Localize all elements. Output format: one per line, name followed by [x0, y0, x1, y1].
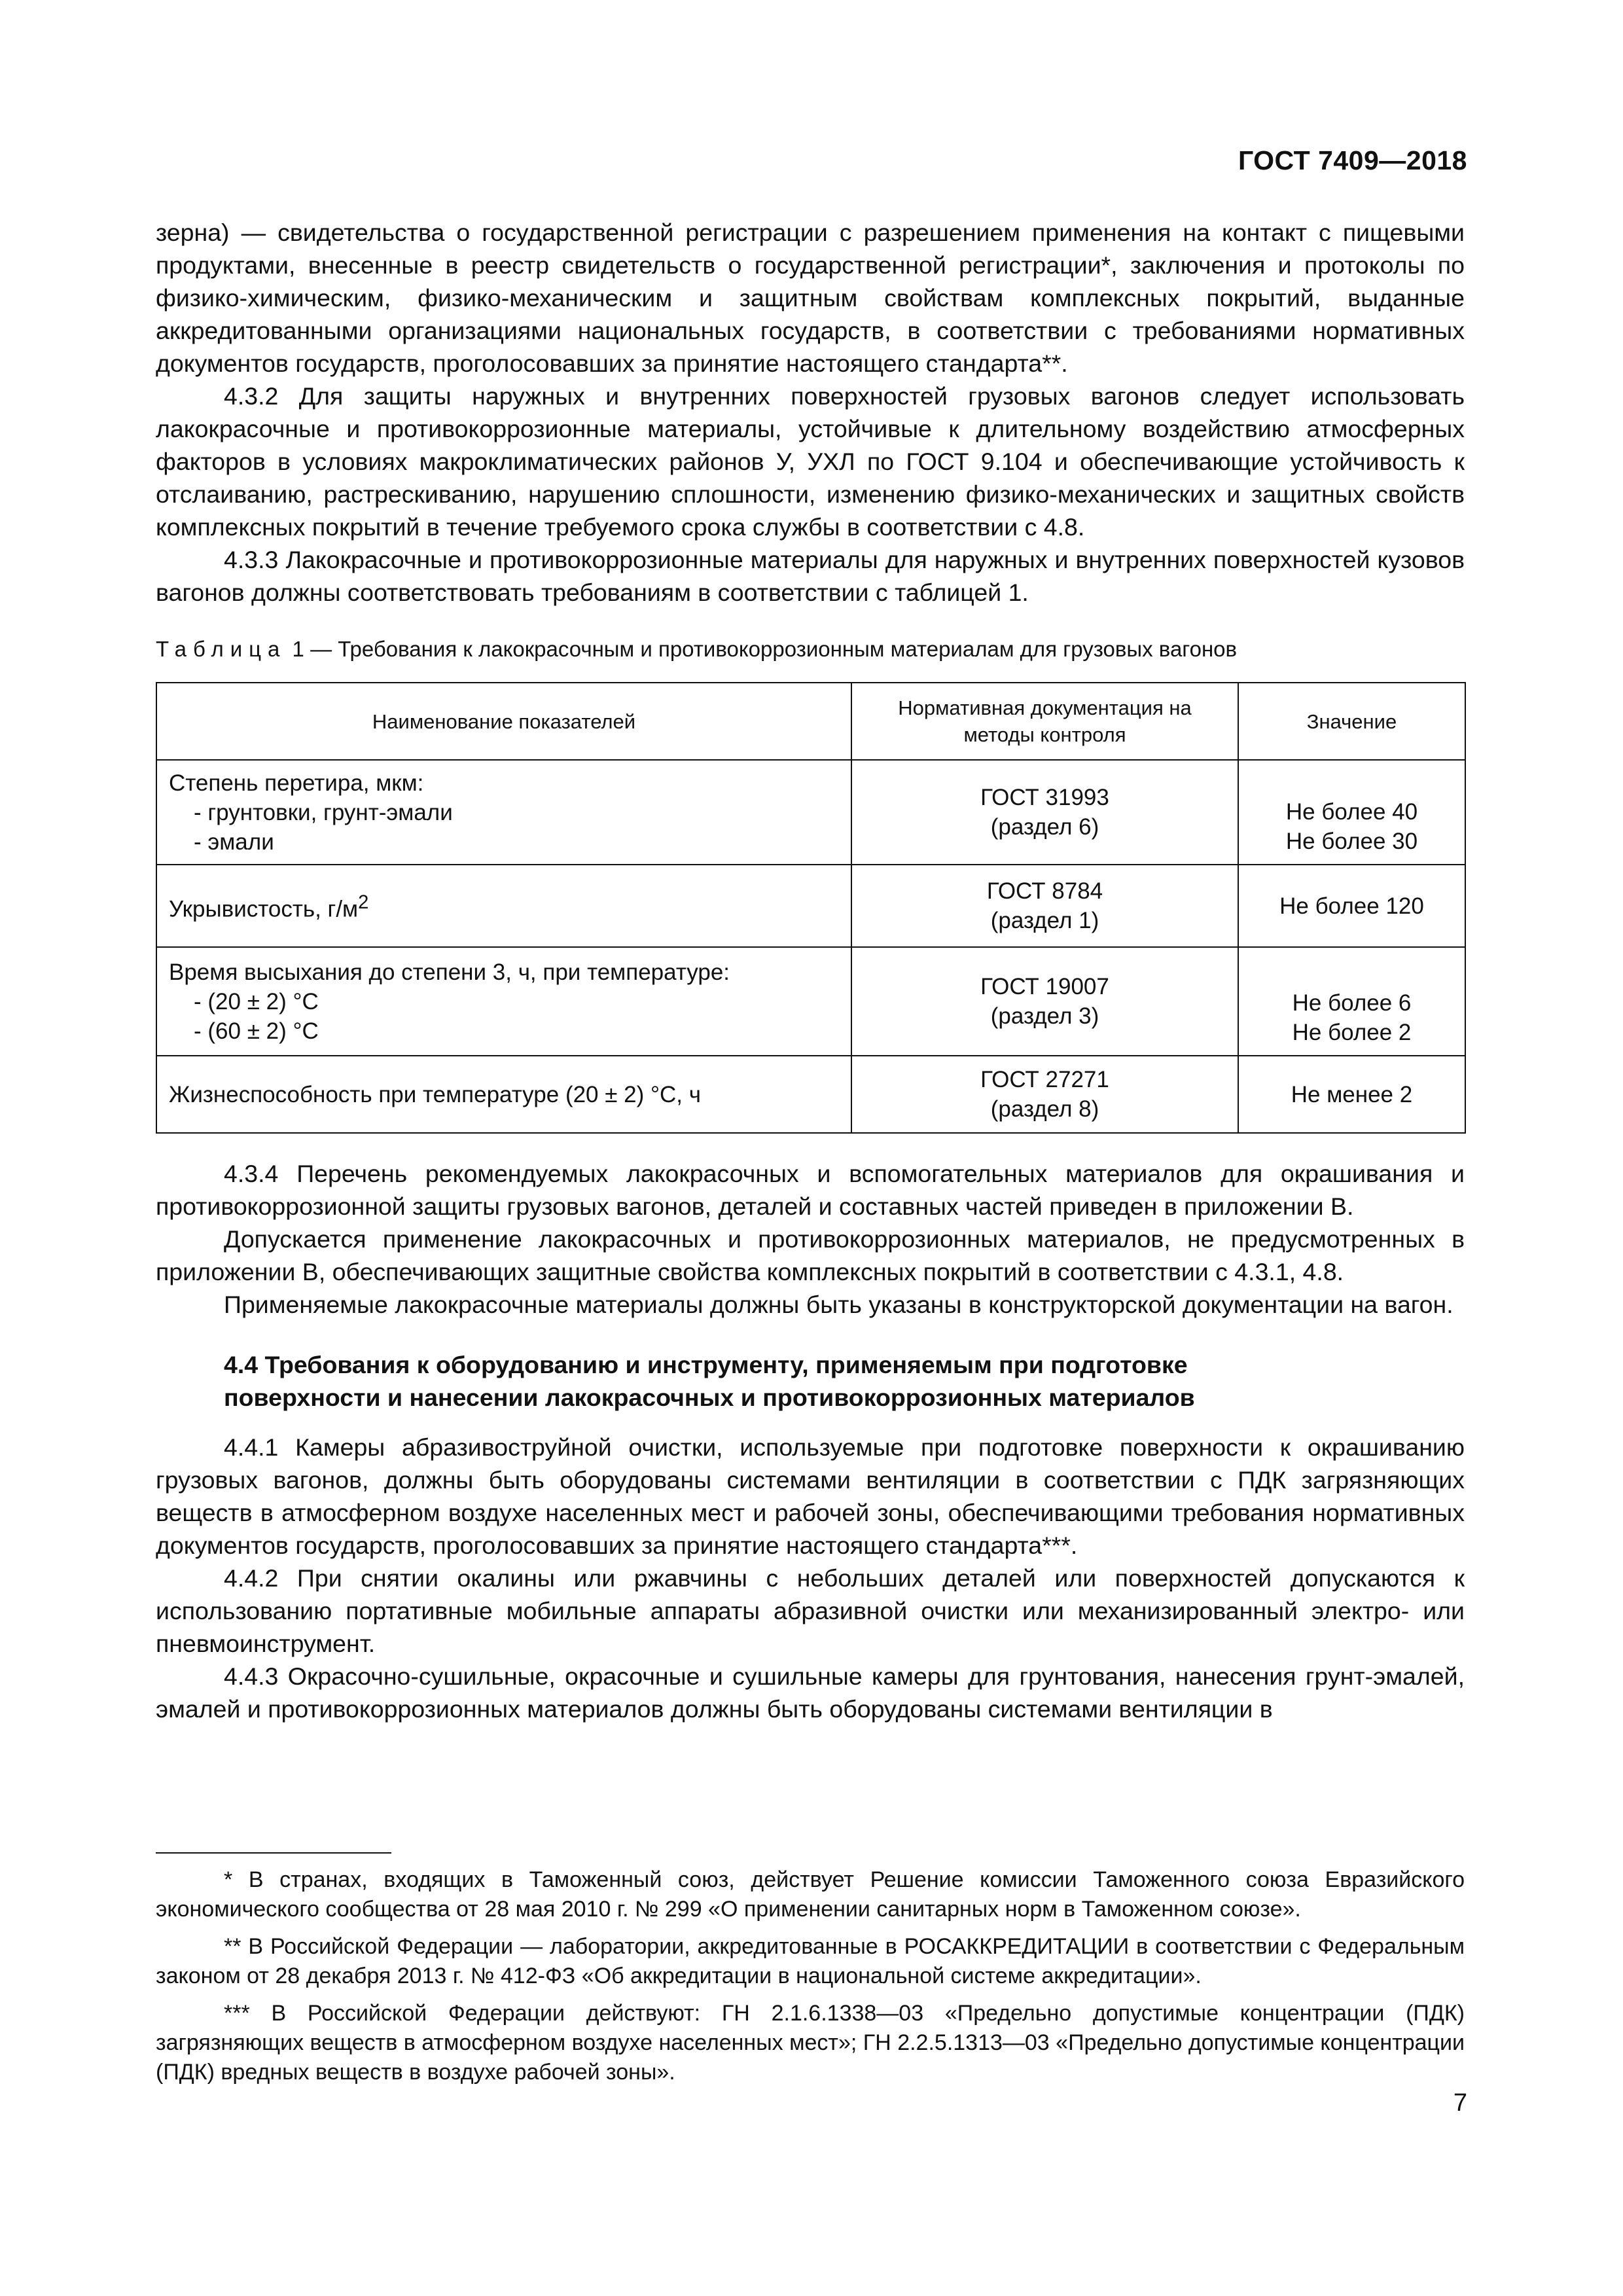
row-value: Не более 40	[1285, 799, 1418, 825]
section-title-line: поверхности и нанесении лакокрасочных и противокоррозионных материалов	[224, 1384, 1195, 1411]
row-value-cell	[1238, 947, 1465, 1056]
row-value-cell	[1238, 865, 1465, 947]
row-sub-item: - эмали	[194, 829, 274, 855]
section-title-line: 4.4 Требования к оборудованию и инструменту, применяемым при подготовке	[224, 1351, 1188, 1378]
row-sub-item: - (60 ± 2) °C	[194, 1018, 319, 1044]
row-doc-section: (раздел 1)	[990, 908, 1099, 933]
paragraph-4-3-2: 4.3.2 Для защиты наружных и внутренних поверхностей грузовых вагонов следует использовать лакокрасочные и противокоррозионные материалы, устойчивые к длительному воздействию атмосферных факторов в условиях макроклиматических районов У, УХЛ по ГОСТ 9.104 и обеспечивающие устойчивость к отслаиванию, растрескиванию, нарушению сплошности, изменению физико-механических и защитных свойств комплексных покрытий в течение требуемого срока службы в соответствии с 4.8.	[156, 382, 1465, 541]
row-value: Не более 30	[1285, 829, 1418, 854]
page-number: 7	[1453, 2089, 1467, 2117]
footnote-divider	[156, 1852, 391, 1854]
document-code-header: ГОСТ 7409—2018	[1238, 145, 1467, 175]
row-indicator-cell	[156, 865, 851, 947]
row-indicator-name: Степень перетира, мкм:	[169, 770, 424, 796]
row-value: Не более 2	[1292, 1020, 1412, 1045]
table-row	[156, 1056, 1465, 1133]
main-content	[156, 216, 1465, 1725]
row-doc-cell	[851, 865, 1238, 947]
paragraph-applied-materials: Применяемые лакокрасочные материалы должны быть указаны в конструкторской документации на вагон.	[224, 1291, 1454, 1318]
row-doc-cell	[851, 947, 1238, 1056]
row-doc-standard: ГОСТ 19007	[980, 974, 1109, 999]
table-caption	[156, 635, 1465, 664]
row-doc-section: (раздел 8)	[990, 1096, 1099, 1122]
paragraph-continuation: зерна) — свидетельства о государственной регистрации с разрешением применения на контакт с пищевыми продуктами, внесенные в реестр свидетельств о государственной регистрации*, заключения и протоколы по физико-химическим, физико-механическим и защитным свойствам комплексных покрытий, выданные аккредитованными организациями национальных государств, в соответствии с требованиями нормативных документов государств, проголосовавших за принятие настоящего стандарта**.	[156, 219, 1465, 377]
row-value-cell	[1238, 760, 1465, 865]
row-indicator-name: Жизнеспособность при температуре (20 ± 2) °C, ч	[169, 1081, 701, 1107]
row-sub-item: - (20 ± 2) °C	[194, 988, 319, 1014]
table-row	[156, 947, 1465, 1056]
section-title-4-4	[156, 1348, 1465, 1414]
row-doc-cell	[851, 1056, 1238, 1133]
row-indicator-superscript: 2	[358, 891, 369, 913]
row-indicator-cell	[156, 1056, 851, 1133]
requirements-table	[156, 682, 1466, 1134]
footnote-3: *** В Российской Федерации действуют: ГН 2.1.6.1338—03 «Предельно допустимые концентрации (ПДК) загрязняющих веществ в атмосферном воздухе населенных мест»; ГН 2.2.5.1313—03 «Предельно допустимые концентрации (ПДК) вредных веществ в воздухе рабочей зоны».	[156, 2001, 1465, 2085]
row-doc-standard: ГОСТ 31993	[980, 785, 1109, 810]
paragraph-4-4-3: 4.4.3 Окрасочно-сушильные, окрасочные и сушильные камеры для грунтования, нанесения грунт-эмалей, эмалей и противокоррозионных материалов должны быть оборудованы системами вентиляции в	[156, 1662, 1465, 1723]
table-row	[156, 760, 1465, 865]
row-value: Не менее 2	[1291, 1081, 1413, 1107]
row-doc-standard: ГОСТ 8784	[986, 878, 1103, 904]
row-indicator-cell	[156, 760, 851, 865]
row-sub-item: - грунтовки, грунт-эмали	[194, 799, 453, 825]
row-indicator-name: Укрывистость, г/м	[169, 896, 359, 922]
row-doc-section: (раздел 3)	[990, 1003, 1099, 1029]
header-control-docs: Нормативная документация на методы контроля	[851, 683, 1238, 760]
paragraph-4-4-1: 4.4.1 Камеры абразивоструйной очистки, используемые при подготовке поверхности к окрашиванию грузовых вагонов, должны быть оборудованы системами вентиляции в соответствии с ПДК загрязняющих веществ в атмосферном воздухе населенных мест и рабочей зоны, обеспечивающими требования нормативных документов государств, проголосовавших за принятие настоящего стандарта***.	[156, 1433, 1465, 1559]
paragraph-4-3-3: 4.3.3 Лакокрасочные и противокоррозионные материалы для наружных и внутренних поверхностей кузовов вагонов должны соответствовать требованиям в соответствии с таблицей 1.	[156, 546, 1465, 606]
paragraph-4-3-4: 4.3.4 Перечень рекомендуемых лакокрасочных и вспомогательных материалов для окрашивания и противокоррозионной защиты грузовых вагонов, деталей и составных частей приведен в приложении В.	[156, 1160, 1465, 1220]
footnotes	[156, 1865, 1465, 2095]
row-doc-standard: ГОСТ 27271	[980, 1067, 1109, 1092]
row-value: Не более 120	[1279, 893, 1424, 919]
row-value-cell	[1238, 1056, 1465, 1133]
row-indicator-cell	[156, 947, 851, 1056]
row-indicator-name: Время высыхания до степени 3, ч, при температуре:	[169, 959, 730, 985]
table-row	[156, 865, 1465, 947]
paragraph-4-4-2: 4.4.2 При снятии окалины или ржавчины с небольших деталей или поверхностей допускаются к использованию портативные мобильные аппараты абразивной очистки или механизированный электро- или пневмоинструмент.	[156, 1564, 1465, 1657]
table-caption-label: Таблица	[156, 637, 287, 661]
footnote-2: ** В Российской Федерации — лаборатории, аккредитованные в РОСАККРЕДИТАЦИИ в соответствии с Федеральным законом от 28 декабря 2013 г. № 412-ФЗ «Об аккредитации в национальной системе аккредитации».	[156, 1934, 1465, 1988]
header-value: Значение	[1238, 683, 1465, 760]
row-doc-cell	[851, 760, 1238, 865]
paragraph-allowed-materials: Допускается применение лакокрасочных и противокоррозионных материалов, не предусмотренных в приложении В, обеспечивающих защитные свойства комплексных покрытий в соответствии с 4.3.1, 4.8.	[156, 1225, 1465, 1285]
table-header-row	[156, 683, 1465, 760]
row-value: Не более 6	[1292, 990, 1412, 1016]
header-indicator-name: Наименование показателей	[156, 683, 851, 760]
footnote-1: * В странах, входящих в Таможенный союз, действует Решение комиссии Таможенного союза Евразийского экономического сообщества от 28 мая 2010 г. № 299 «О применении санитарных норм в Таможенном союзе».	[156, 1867, 1465, 1922]
table-caption-text: 1 — Требования к лакокрасочным и противокоррозионным материалам для грузовых вагонов	[286, 637, 1238, 661]
row-doc-section: (раздел 6)	[990, 814, 1099, 840]
